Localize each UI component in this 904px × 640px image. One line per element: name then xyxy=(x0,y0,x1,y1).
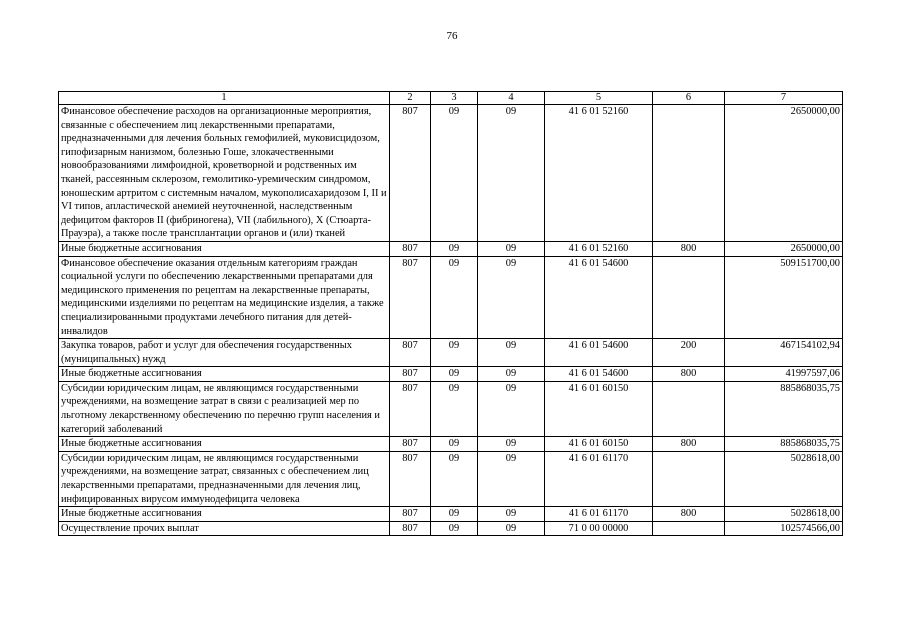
cell-expense-type xyxy=(653,451,725,506)
cell-amount: 885868035,75 xyxy=(725,381,843,436)
cell-amount: 2650000,00 xyxy=(725,105,843,242)
header-col-3: 3 xyxy=(431,92,478,105)
cell-expense-type xyxy=(653,256,725,339)
table-row xyxy=(59,521,843,536)
header-row xyxy=(59,92,843,105)
cell-amount: 2650000,00 xyxy=(725,241,843,256)
cell-target-article: 41 6 01 61170 xyxy=(545,451,653,506)
cell-expense-type: 800 xyxy=(653,437,725,452)
cell-target-article: 41 6 01 52160 xyxy=(545,105,653,242)
cell-ministry-code: 807 xyxy=(390,241,431,256)
cell-target-article: 71 0 00 00000 xyxy=(545,521,653,536)
cell-section: 09 xyxy=(431,339,478,367)
cell-subsection: 09 xyxy=(478,241,545,256)
cell-subsection: 09 xyxy=(478,521,545,536)
cell-subsection: 09 xyxy=(478,367,545,382)
header-col-5: 5 xyxy=(545,92,653,105)
cell-section: 09 xyxy=(431,381,478,436)
cell-amount: 5028618,00 xyxy=(725,507,843,522)
cell-section: 09 xyxy=(431,451,478,506)
page-number: 76 xyxy=(446,30,458,42)
cell-section: 09 xyxy=(431,367,478,382)
cell-target-article: 41 6 01 61170 xyxy=(545,507,653,522)
cell-subsection: 09 xyxy=(478,507,545,522)
table-row xyxy=(59,451,843,506)
cell-subsection: 09 xyxy=(478,437,545,452)
table-body xyxy=(59,105,843,536)
cell-name: Иные бюджетные ассигнования xyxy=(59,241,390,256)
cell-amount: 467154102,94 xyxy=(725,339,843,367)
cell-section: 09 xyxy=(431,437,478,452)
cell-target-article: 41 6 01 52160 xyxy=(545,241,653,256)
table-row xyxy=(59,507,843,522)
cell-target-article: 41 6 01 54600 xyxy=(545,339,653,367)
cell-subsection: 09 xyxy=(478,381,545,436)
budget-table xyxy=(58,91,843,536)
cell-ministry-code: 807 xyxy=(390,367,431,382)
header-col-6: 6 xyxy=(653,92,725,105)
cell-ministry-code: 807 xyxy=(390,437,431,452)
cell-name: Иные бюджетные ассигнования xyxy=(59,367,390,382)
table-row xyxy=(59,339,843,367)
header-col-7: 7 xyxy=(725,92,843,105)
cell-expense-type: 200 xyxy=(653,339,725,367)
cell-expense-type xyxy=(653,521,725,536)
cell-ministry-code: 807 xyxy=(390,105,431,242)
cell-expense-type: 800 xyxy=(653,241,725,256)
cell-section: 09 xyxy=(431,241,478,256)
cell-target-article: 41 6 01 54600 xyxy=(545,256,653,339)
cell-ministry-code: 807 xyxy=(390,339,431,367)
header-col-2: 2 xyxy=(390,92,431,105)
cell-target-article: 41 6 01 60150 xyxy=(545,381,653,436)
cell-expense-type xyxy=(653,105,725,242)
cell-ministry-code: 807 xyxy=(390,451,431,506)
cell-amount: 5028618,00 xyxy=(725,451,843,506)
cell-name: Осуществление прочих выплат xyxy=(59,521,390,536)
cell-ministry-code: 807 xyxy=(390,256,431,339)
cell-amount: 41997597,06 xyxy=(725,367,843,382)
cell-expense-type xyxy=(653,381,725,436)
cell-amount: 509151700,00 xyxy=(725,256,843,339)
cell-name: Иные бюджетные ассигнования xyxy=(59,437,390,452)
table-row xyxy=(59,367,843,382)
cell-subsection: 09 xyxy=(478,451,545,506)
cell-amount: 102574566,00 xyxy=(725,521,843,536)
table-row xyxy=(59,105,843,242)
cell-name: Закупка товаров, работ и услуг для обеспечения государственных (муниципальных) нужд xyxy=(59,339,390,367)
cell-subsection: 09 xyxy=(478,256,545,339)
cell-subsection: 09 xyxy=(478,105,545,242)
cell-section: 09 xyxy=(431,105,478,242)
cell-name: Финансовое обеспечение расходов на организационные мероприятия, связанные с обеспечением лиц лекарственными препаратами, предназначенными для лечения больных гемофилией, муковисцидозом, гипофизарным нанизмом, болезнью Гоше, злокачественными новообразованиями лимфоидной, кроветворной и родственных им тканей, рассеянным склерозом, гемолитико-уремическим синдромом, юношеским артритом с системным началом, мукополисахаридозом I, II и VI типов, апластической анемией неуточненной, наследственным дефицитом факторов II (фибриногена), VII (лабильного), X (Стюарта-Прауэра), а также после трансплантации органов и (или) тканей xyxy=(59,105,390,242)
cell-expense-type: 800 xyxy=(653,367,725,382)
cell-ministry-code: 807 xyxy=(390,521,431,536)
cell-subsection: 09 xyxy=(478,339,545,367)
cell-target-article: 41 6 01 60150 xyxy=(545,437,653,452)
table-row xyxy=(59,256,843,339)
cell-section: 09 xyxy=(431,507,478,522)
cell-target-article: 41 6 01 54600 xyxy=(545,367,653,382)
cell-ministry-code: 807 xyxy=(390,381,431,436)
table-row xyxy=(59,437,843,452)
cell-name: Финансовое обеспечение оказания отдельным категориям граждан социальной услуги по обеспечению лекарственными препаратами для медицинского применения по рецептам на лекарственные препараты, медицинскими изделиями по рецептам на медицинские изделия, а также специализированными продуктами лечебного питания для детей-инвалидов xyxy=(59,256,390,339)
header-col-4: 4 xyxy=(478,92,545,105)
cell-amount: 885868035,75 xyxy=(725,437,843,452)
table-row xyxy=(59,381,843,436)
cell-expense-type: 800 xyxy=(653,507,725,522)
cell-section: 09 xyxy=(431,256,478,339)
cell-name: Иные бюджетные ассигнования xyxy=(59,507,390,522)
cell-name: Субсидии юридическим лицам, не являющимся государственными учреждениями, на возмещение затрат, связанных с обеспечением лиц лекарственными препаратами, предназначенными для лечения лиц, инфицированных вирусом иммунодефицита человека xyxy=(59,451,390,506)
cell-ministry-code: 807 xyxy=(390,507,431,522)
cell-section: 09 xyxy=(431,521,478,536)
cell-name: Субсидии юридическим лицам, не являющимся государственными учреждениями, на возмещение затрат в связи с реализацией мер по льготному лекарственному обеспечению по перечню групп населения и категорий заболеваний xyxy=(59,381,390,436)
header-col-1: 1 xyxy=(59,92,390,105)
table-row xyxy=(59,241,843,256)
